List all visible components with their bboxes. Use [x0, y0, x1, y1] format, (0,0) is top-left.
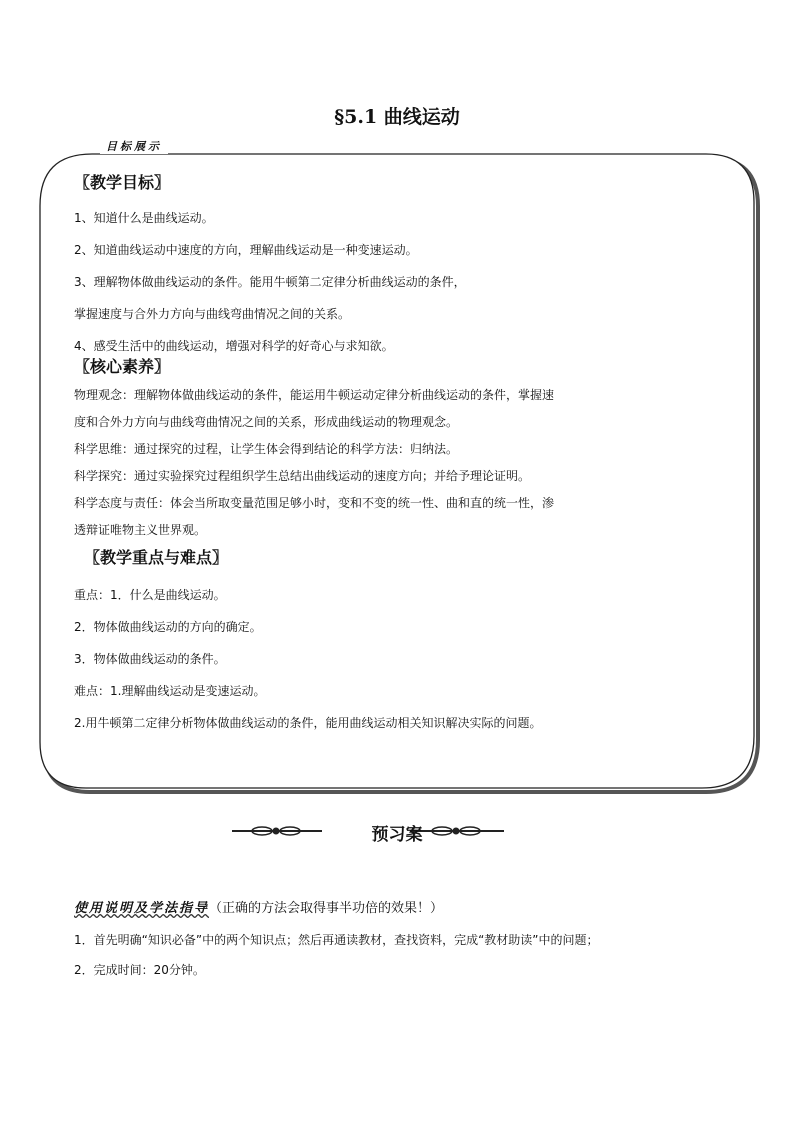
objective-item: 掌握速度与合外力方向与曲线弯曲情况之间的关系。	[74, 307, 351, 321]
teaching-objectives-heading: 〖教学目标〗	[74, 173, 171, 192]
key-point-item: 2．物体做曲线运动的方向的确定。	[74, 620, 262, 634]
key-point-item: 难点：1.理解曲线运动是变速运动。	[74, 684, 266, 698]
usage-heading: 使用说明及学法指导	[74, 901, 210, 916]
objectives-content	[74, 172, 714, 731]
page-title: §5.1 曲线运动	[334, 106, 460, 128]
literacy-item: 物理观念：理解物体做曲线运动的条件，能运用牛顿运动定律分析曲线运动的条件，掌握速	[74, 388, 555, 402]
key-point-item: 3．物体做曲线运动的条件。	[74, 652, 226, 666]
literacy-item: 科学态度与责任：体会当所取变量范围足够小时，变和不变的统一性、曲和直的统一性，渗	[74, 496, 555, 510]
objective-item: 4、感受生活中的曲线运动，增强对科学的好奇心与求知欲。	[74, 339, 394, 353]
key-difficult-points-heading: 〖教学重点与难点〗	[84, 548, 229, 567]
usage-item: 1．首先明确“知识必备”中的两个知识点；然后再通读教材，查找资料，完成“教材助读”中的问题；	[74, 933, 599, 947]
box-tab-label: 目标展示	[100, 138, 168, 154]
literacy-item: 科学探究：通过实验探究过程组织学生总结出曲线运动的速度方向；并给予理论证明。	[74, 469, 531, 483]
core-literacy-heading: 〖核心素养〗	[74, 357, 171, 376]
literacy-item: 科学思维：通过探究的过程，让学生体会得到结论的科学方法：归纳法。	[74, 442, 459, 456]
key-point-item: 2.用牛顿第二定律分析物体做曲线运动的条件，能用曲线运动相关知识解决实际的问题。	[74, 716, 542, 730]
usage-heading-line	[74, 900, 754, 918]
preview-section-title: 预习案	[371, 825, 423, 845]
usage-instructions	[74, 900, 754, 978]
objective-item: 3、理解物体做曲线运动的条件。能用牛顿第二定律分析曲线运动的条件，	[74, 275, 466, 289]
usage-note: （正确的方法会取得事半功倍的效果！）	[209, 901, 444, 916]
usage-item: 2．完成时间：20分钟。	[74, 963, 205, 977]
literacy-item: 度和合外力方向与曲线弯曲情况之间的关系，形成曲线运动的物理观念。	[74, 415, 459, 429]
literacy-item: 透辩证唯物主义世界观。	[74, 523, 207, 537]
objective-item: 2、知道曲线运动中速度的方向，理解曲线运动是一种变速运动。	[74, 243, 418, 257]
objective-item: 1、知道什么是曲线运动。	[74, 211, 214, 225]
key-point-item: 重点：1．什么是曲线运动。	[74, 588, 226, 602]
